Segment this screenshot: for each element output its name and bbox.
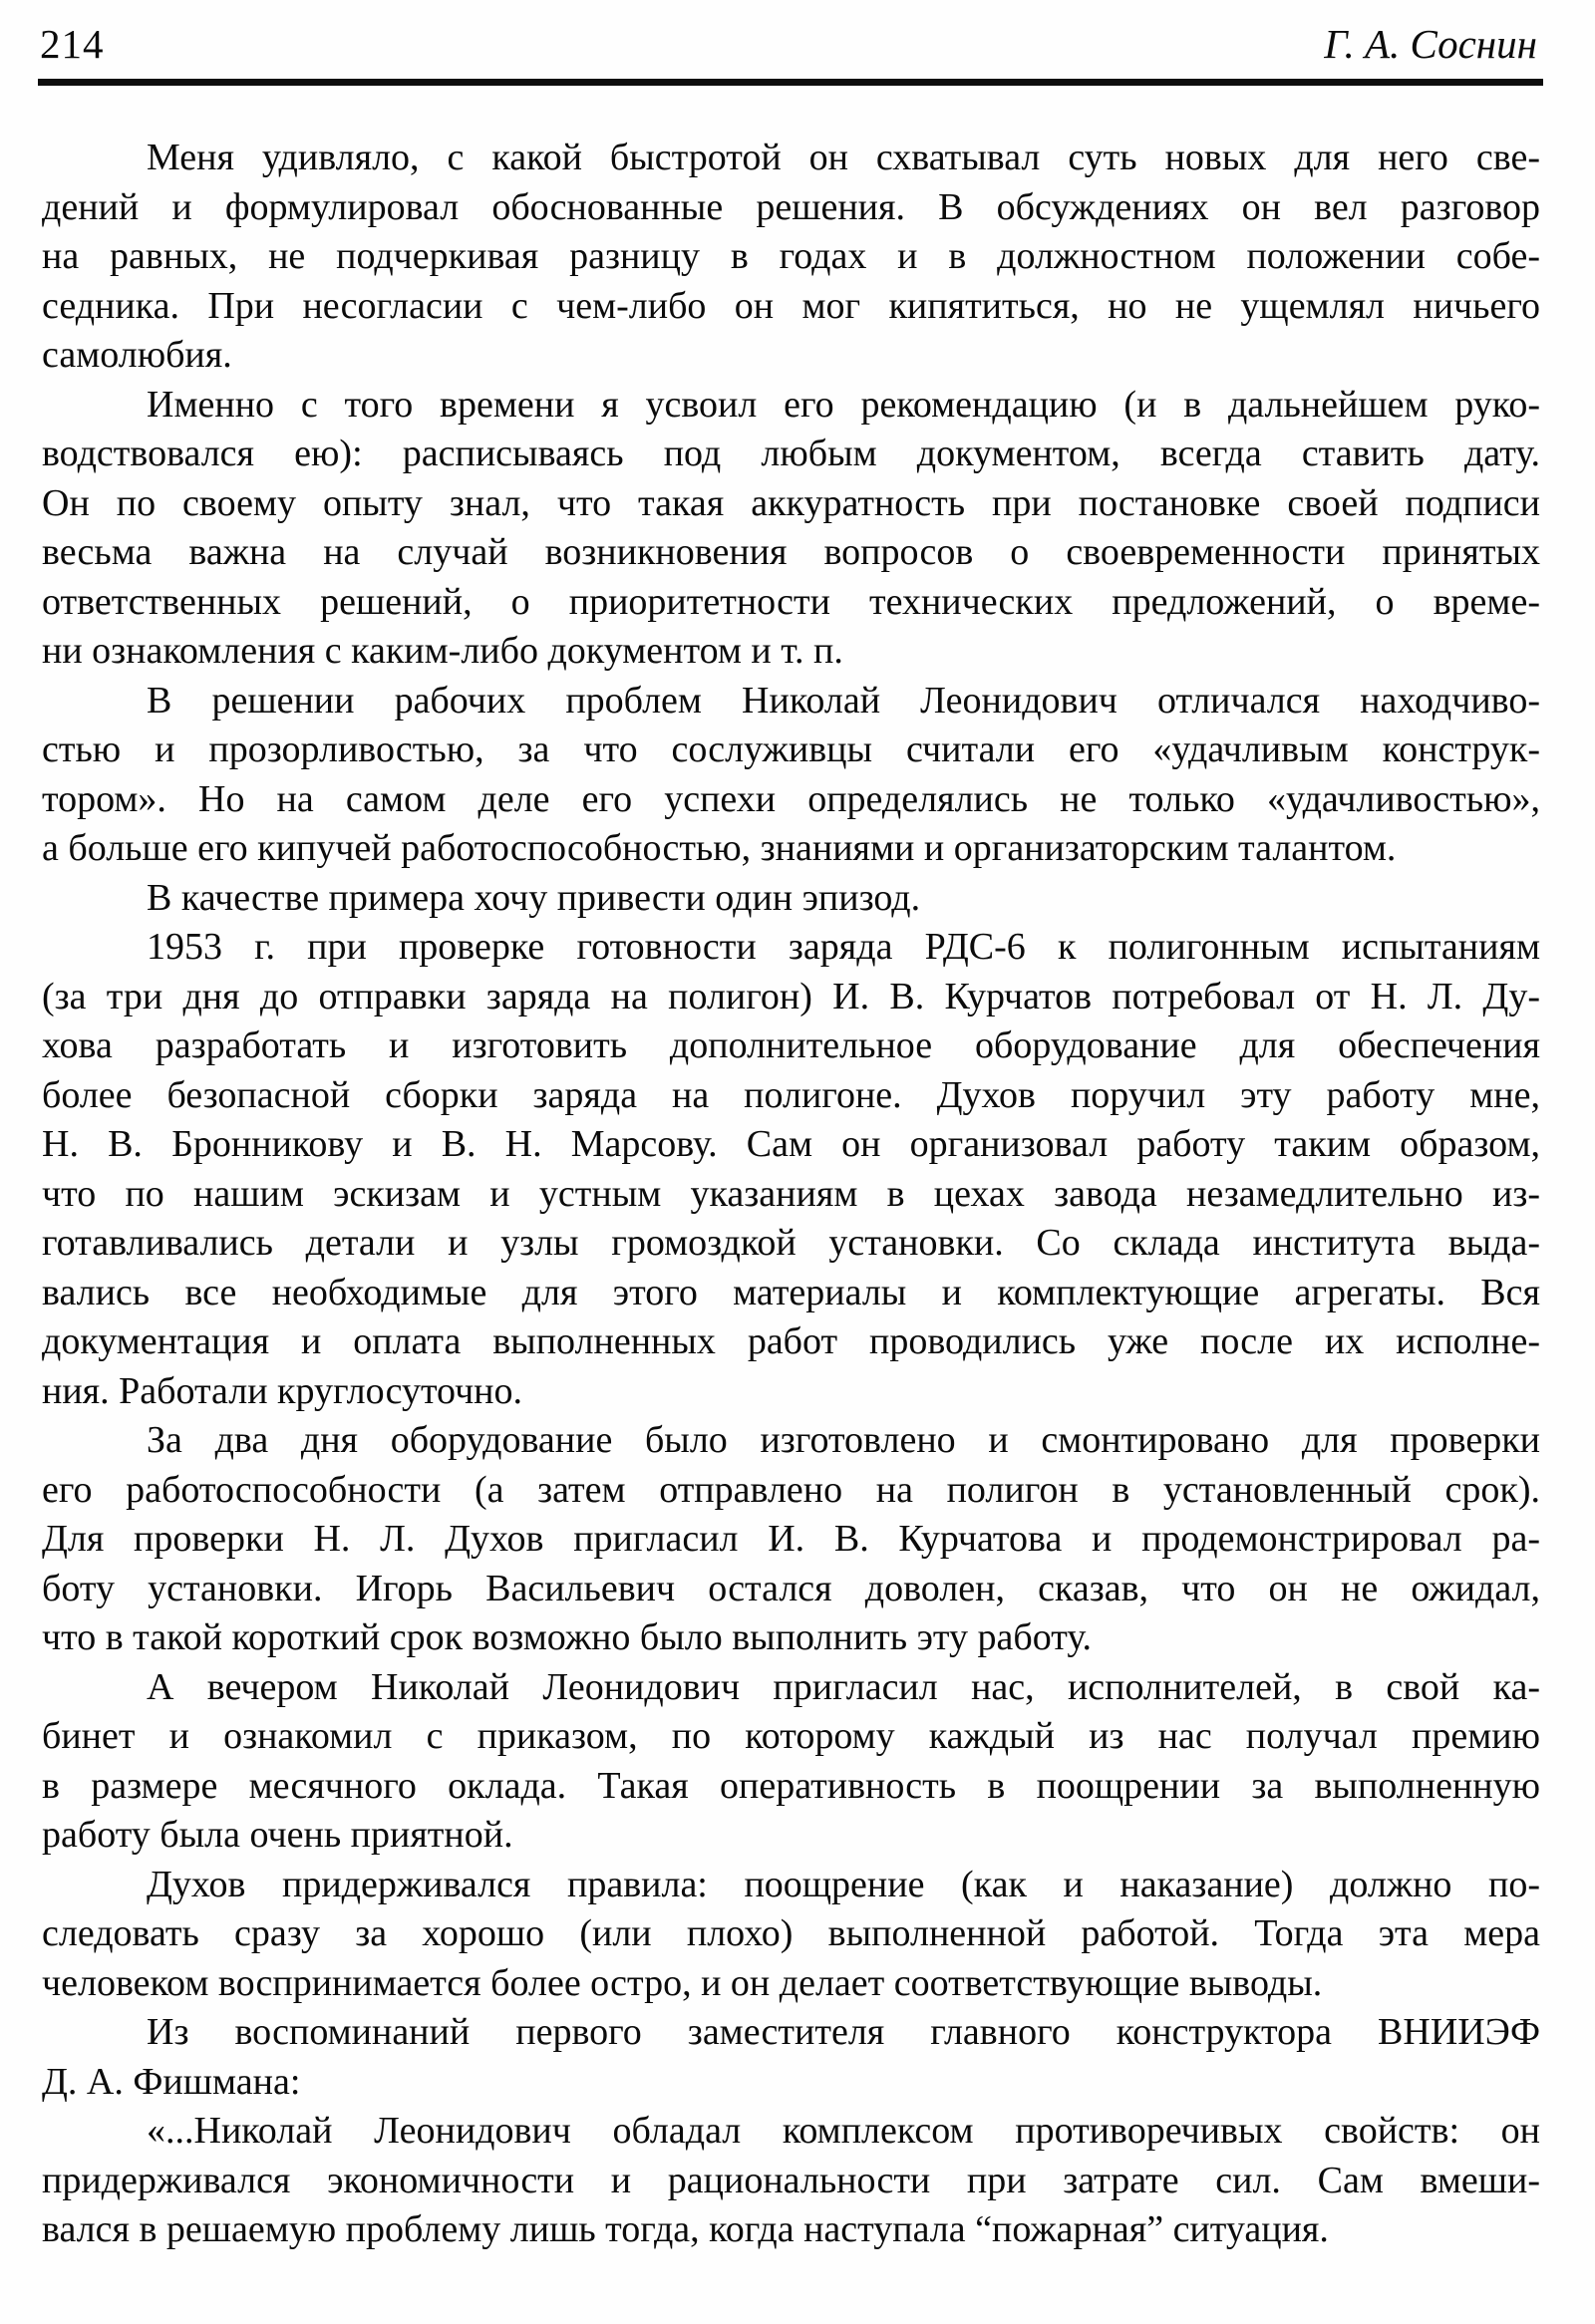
text-line: За два дня оборудование было изготовлено и смонтировано для проверки	[147, 1419, 1540, 1462]
text-line: тором». Но на самом деле его успехи определялись не только «удачливостью»,	[42, 777, 1540, 820]
paragraph	[42, 134, 1540, 381]
text-line: более безопасной сборки заряда на полигоне. Духов поручил эту работу мне,	[42, 1073, 1540, 1116]
paragraph	[42, 2107, 1540, 2255]
text-line: 1953 г. при проверке готовности заряда РДС-6 к полигонным испытаниям	[147, 926, 1540, 969]
text-line: документация и оплата выполненных работ проводились уже после их исполне-	[42, 1320, 1540, 1363]
paragraph	[42, 1861, 1540, 2009]
text-line: Он по своему опыту знал, что такая аккуратность при постановке своей подписи	[42, 481, 1540, 524]
text-line: готавливались детали и узлы громоздкой установки. Со склада института выда-	[42, 1222, 1540, 1265]
paragraph	[42, 1416, 1540, 1663]
paragraph	[42, 1663, 1540, 1861]
paragraph	[42, 381, 1540, 677]
text-line: Меня удивляло, с какой быстротой он схватывал суть новых для него све-	[147, 137, 1540, 179]
text-line: седника. При несогласии с чем-либо он мог кипятиться, но не ущемлял ничьего	[42, 284, 1540, 327]
text-line: бинет и ознакомил с приказом, по которому каждый из нас получал премию	[42, 1715, 1540, 1758]
page-header	[0, 0, 1595, 67]
text-line: ответственных решений, о приоритетности технических предложений, о време-	[42, 580, 1540, 623]
text-line: вался в решаемую проблему лишь тогда, когда наступала “пожарная” ситуация.	[42, 2208, 1329, 2251]
text-line: весьма важна на случай возникновения вопросов о своевременности принятых	[42, 531, 1540, 574]
text-line: в размере месячного оклада. Такая оперативность в поощрении за выполненную	[42, 1764, 1540, 1807]
text-line: самолюбия.	[42, 334, 232, 377]
text-line: хова разработать и изготовить дополнительное оборудование для обеспечения	[42, 1024, 1540, 1067]
text-line: боту установки. Игорь Васильевич остался доволен, сказав, что он не ожидал,	[42, 1567, 1540, 1609]
author-header: Г. А. Соснин	[1324, 21, 1537, 67]
paragraph	[42, 923, 1540, 1416]
text-line: стью и прозорливостью, за что сослуживцы считали его «удачливым конструк-	[42, 728, 1540, 771]
text-line: А вечером Николай Леонидович пригласил нас, исполнителей, в свой ка-	[147, 1665, 1540, 1708]
text-line: ни ознакомления с каким-либо документом и т. п.	[42, 630, 843, 673]
text-line: В решении рабочих проблем Николай Леонидович отличался находчиво-	[147, 679, 1540, 722]
text-line: придерживался экономичности и рациональности при затрате сил. Сам вмеши-	[42, 2159, 1540, 2201]
header-divider	[38, 79, 1543, 86]
text-line: В качестве примера хочу привести один эпизод.	[147, 876, 921, 919]
page-number: 214	[40, 21, 105, 67]
text-line: на равных, не подчеркивая разницу в годах и в должностном положении собе-	[42, 235, 1540, 278]
text-line: а больше его кипучей работоспособностью, знаниями и организаторским талантом.	[42, 827, 1397, 870]
text-line: Для проверки Н. Л. Духов пригласил И. В. Курчатова и продемонстрировал ра-	[42, 1518, 1540, 1561]
text-line: Из воспоминаний первого заместителя главного конструктора ВНИИЭФ	[147, 2011, 1540, 2054]
text-block	[0, 86, 1595, 2255]
paragraph	[42, 2008, 1540, 2107]
text-line: что по нашим эскизам и устным указаниям в цехах завода незамедлительно из-	[42, 1172, 1540, 1215]
text-line: работу была очень приятной.	[42, 1814, 513, 1857]
text-line: дений и формулировал обоснованные решения. В обсуждениях он вел разговор	[42, 185, 1540, 228]
text-line: «...Николай Леонидович обладал комплексом противоречивых свойств: он	[147, 2110, 1540, 2153]
text-line: человеком воспринимается более остро, и он делает соответствующие выводы.	[42, 1961, 1323, 2004]
paragraph	[42, 874, 1540, 924]
paragraph	[42, 677, 1540, 874]
text-line: вались все необходимые для этого материалы и комплектующие агрегаты. Вся	[42, 1271, 1540, 1313]
text-line: ния. Работали круглосуточно.	[42, 1369, 523, 1412]
text-line: (за три дня до отправки заряда на полигон) И. В. Курчатов потребовал от Н. Л. Ду-	[42, 975, 1540, 1017]
text-line: водствовался ею): расписываясь под любым документом, всегда ставить дату.	[42, 433, 1540, 475]
text-line: его работоспособности (а затем отправлено на полигон в установленный срок).	[42, 1468, 1540, 1511]
text-line: Духов придерживался правила: поощрение (как и наказание) должно по-	[147, 1863, 1540, 1905]
text-line: что в такой короткий срок возможно было выполнить эту работу.	[42, 1616, 1093, 1659]
text-line: Д. А. Фишмана:	[42, 2060, 301, 2103]
text-line: Именно с того времени я усвоил его рекомендацию (и в дальнейшем руко-	[147, 383, 1540, 426]
text-line: Н. В. Бронникову и В. Н. Марсову. Сам он организовал работу таким образом,	[42, 1123, 1540, 1166]
text-line: следовать сразу за хорошо (или плохо) выполненной работой. Тогда эта мера	[42, 1912, 1540, 1955]
